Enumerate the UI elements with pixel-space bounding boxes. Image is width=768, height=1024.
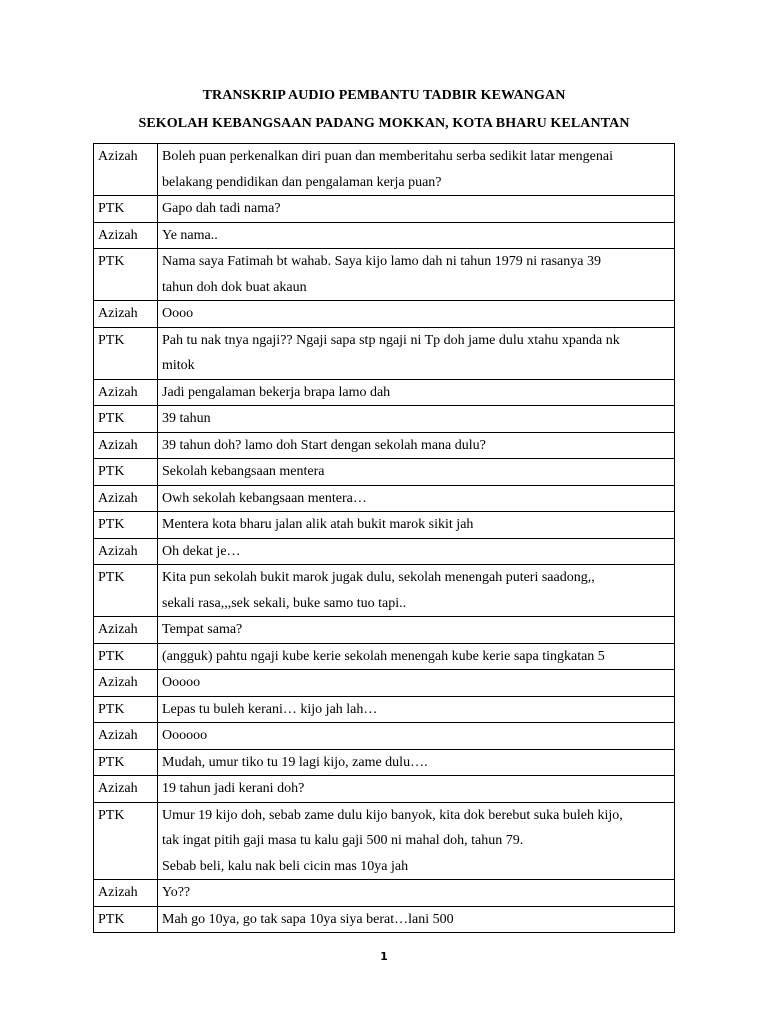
speaker-cell: Azizah <box>94 617 158 644</box>
utterance-cell <box>158 144 675 196</box>
utterance-line: 39 tahun <box>162 411 211 426</box>
table-row <box>94 222 675 249</box>
table-row <box>94 723 675 750</box>
utterance-cell <box>158 906 675 933</box>
utterance-cell <box>158 538 675 565</box>
utterance-line: belakang pendidikan dan pengalaman kerja puan? <box>162 174 442 190</box>
utterance-line: (angguk) pahtu ngaji kube kerie sekolah menengah kube kerie sapa tingkatan 5 <box>162 648 605 664</box>
speaker-cell: Azizah <box>94 776 158 803</box>
utterance-line: Tempat sama? <box>162 622 243 637</box>
utterance-line: Pah tu nak tnya ngaji?? Ngaji sapa stp ngaji ni Tp doh jame dulu xtahu xpanda nk <box>162 332 620 348</box>
speaker-cell: Azizah <box>94 222 158 249</box>
table-row <box>94 249 675 301</box>
speaker-cell: PTK <box>94 459 158 486</box>
speaker-cell: PTK <box>94 196 158 223</box>
table-row <box>94 670 675 697</box>
table-row <box>94 432 675 459</box>
utterance-line: Umur 19 kijo doh, sebab zame dulu kijo banyok, kita dok berebut suka buleh kijo, <box>162 807 623 823</box>
speaker-cell: Azizah <box>94 670 158 697</box>
utterance-line: Ye nama.. <box>162 227 218 243</box>
table-row <box>94 643 675 670</box>
utterance-cell <box>158 696 675 723</box>
utterance-cell <box>158 459 675 486</box>
speaker-cell: PTK <box>94 249 158 301</box>
utterance-line: Ooooo <box>162 675 201 690</box>
speaker-cell: Azizah <box>94 723 158 750</box>
table-row <box>94 802 675 880</box>
utterance-line: Yo?? <box>162 885 191 900</box>
utterance-line: Mudah, umur tiko tu 19 lagi kijo, zame dulu…. <box>162 754 428 770</box>
utterance-line: tak ingat pitih gaji masa tu kalu gaji 500 ni mahal doh, tahun 79. <box>162 833 524 848</box>
utterance-line: Oooo <box>162 306 194 321</box>
utterance-cell <box>158 379 675 406</box>
speaker-cell: Azizah <box>94 485 158 512</box>
speaker-cell: Azizah <box>94 538 158 565</box>
utterance-cell <box>158 802 675 880</box>
speaker-cell: PTK <box>94 512 158 539</box>
utterance-cell <box>158 670 675 697</box>
table-row <box>94 327 675 379</box>
table-row <box>94 696 675 723</box>
speaker-cell: PTK <box>94 906 158 933</box>
utterance-cell <box>158 776 675 803</box>
utterance-line: sekali rasa,,,sek sekali, buke samo tuo tapi.. <box>162 595 407 611</box>
utterance-line: Mah go 10ya, go tak sapa 10ya siya berat…lani 500 <box>162 911 454 927</box>
page-number: 1 <box>380 950 388 963</box>
transcript-table <box>93 143 675 933</box>
speaker-cell: Azizah <box>94 144 158 196</box>
document-subtitle: SEKOLAH KEBANGSAAN PADANG MOKKAN, KOTA BHARU KELANTAN <box>138 116 630 131</box>
speaker-cell: PTK <box>94 327 158 379</box>
speaker-cell: PTK <box>94 802 158 880</box>
speaker-cell: Azizah <box>94 880 158 907</box>
utterance-cell <box>158 643 675 670</box>
table-row <box>94 196 675 223</box>
utterance-cell <box>158 222 675 249</box>
speaker-cell: PTK <box>94 643 158 670</box>
utterance-cell <box>158 196 675 223</box>
speaker-cell: Azizah <box>94 432 158 459</box>
table-row <box>94 459 675 486</box>
table-row <box>94 565 675 617</box>
utterance-cell <box>158 327 675 379</box>
utterance-line: Mentera kota bharu jalan alik atah bukit marok sikit jah <box>162 517 474 532</box>
utterance-line: 19 tahun jadi kerani doh? <box>162 781 305 796</box>
utterance-line: Gapo dah tadi nama? <box>162 201 281 216</box>
utterance-cell <box>158 565 675 617</box>
table-row <box>94 301 675 328</box>
utterance-cell <box>158 485 675 512</box>
utterance-line: Oooooo <box>162 728 208 743</box>
table-row <box>94 512 675 539</box>
table-row <box>94 485 675 512</box>
utterance-cell <box>158 723 675 750</box>
utterance-line: Sebab beli, kalu nak beli cicin mas 10ya jah <box>162 858 409 874</box>
table-row <box>94 379 675 406</box>
utterance-line: Kita pun sekolah bukit marok jugak dulu, sekolah menengah puteri saadong,, <box>162 570 595 585</box>
utterance-line: Nama saya Fatimah bt wahab. Saya kijo lamo dah ni tahun 1979 ni rasanya 39 <box>162 254 601 269</box>
transcript-body <box>94 144 675 933</box>
table-row <box>94 749 675 776</box>
utterance-cell <box>158 406 675 433</box>
utterance-cell <box>158 880 675 907</box>
utterance-cell <box>158 749 675 776</box>
table-row <box>94 538 675 565</box>
table-row <box>94 144 675 196</box>
speaker-cell: Azizah <box>94 301 158 328</box>
speaker-cell: PTK <box>94 406 158 433</box>
utterance-line: Jadi pengalaman bekerja brapa lamo dah <box>162 384 391 400</box>
utterance-cell <box>158 432 675 459</box>
utterance-cell <box>158 301 675 328</box>
table-row <box>94 406 675 433</box>
document-title: TRANSKRIP AUDIO PEMBANTU TADBIR KEWANGAN <box>202 88 566 103</box>
utterance-line: Oh dekat je… <box>162 543 241 559</box>
utterance-cell <box>158 512 675 539</box>
utterance-cell <box>158 249 675 301</box>
table-row <box>94 880 675 907</box>
speaker-cell: PTK <box>94 749 158 776</box>
speaker-cell: PTK <box>94 696 158 723</box>
utterance-line: Lepas tu buleh kerani… kijo jah lah… <box>162 701 378 717</box>
utterance-line: mitok <box>162 358 195 373</box>
utterance-line: 39 tahun doh? lamo doh Start dengan sekolah mana dulu? <box>162 437 486 453</box>
speaker-cell: Azizah <box>94 379 158 406</box>
table-row <box>94 617 675 644</box>
utterance-line: Boleh puan perkenalkan diri puan dan memberitahu serba sedikit latar mengenai <box>162 149 613 164</box>
speaker-cell: PTK <box>94 565 158 617</box>
utterance-cell <box>158 617 675 644</box>
utterance-line: Sekolah kebangsaan mentera <box>162 464 325 479</box>
table-row <box>94 906 675 933</box>
utterance-line: Owh sekolah kebangsaan mentera… <box>162 490 367 506</box>
table-row <box>94 776 675 803</box>
utterance-line: tahun doh dok buat akaun <box>162 279 307 295</box>
